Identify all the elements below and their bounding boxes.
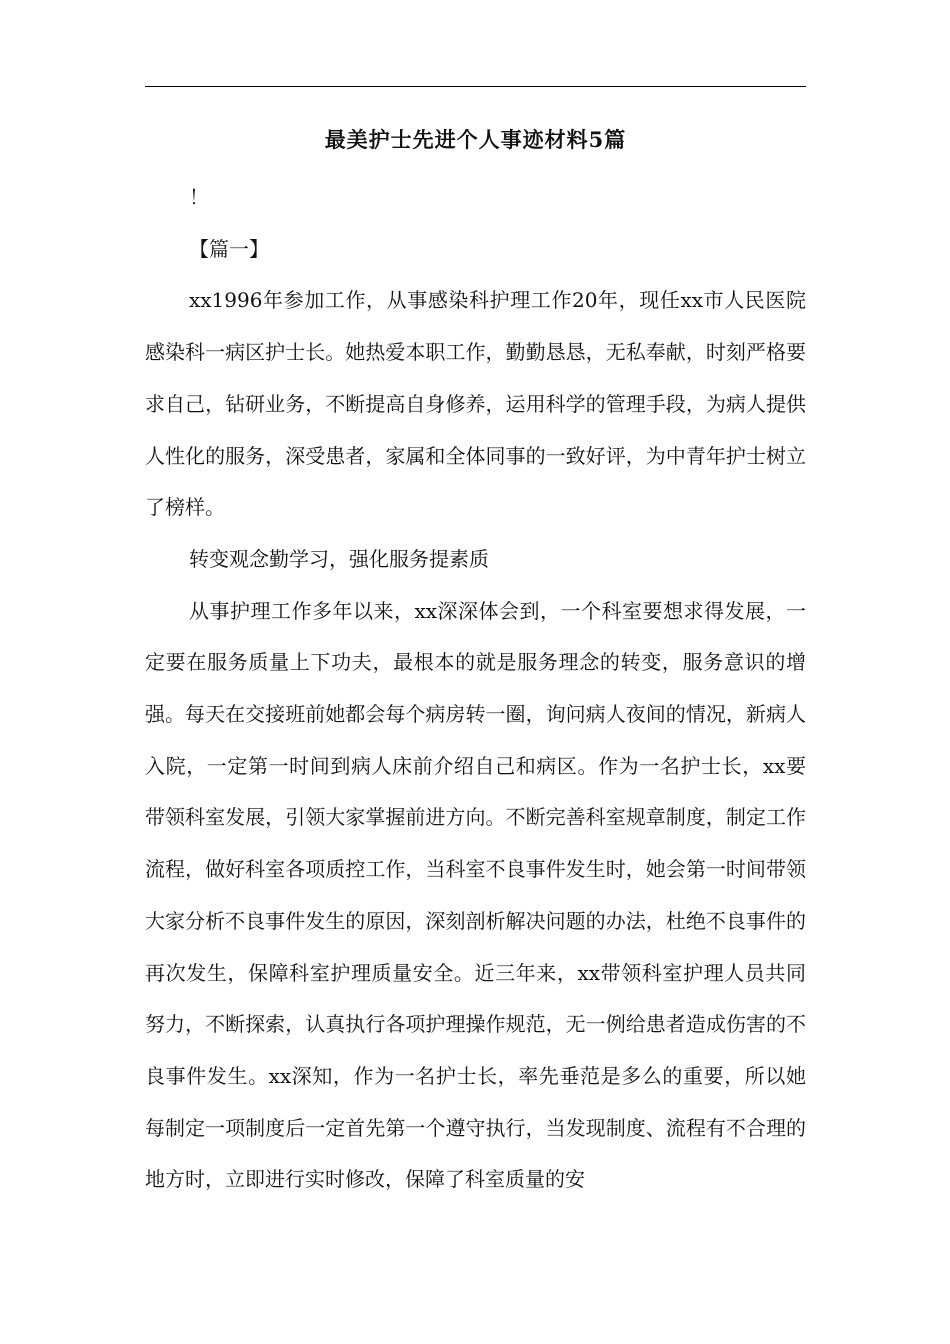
document-title: 最美护士先进个人事迹材料5篇 — [324, 127, 627, 152]
document-body — [145, 172, 806, 1206]
paragraph-exclamation: ！ — [189, 185, 209, 209]
paragraph-intro: xx1996年参加工作，从事感染科护理工作20年，现任xx市人民医院感染科一病区护士长。她热爱本职工作，勤勤恳恳，无私奉献，时刻严格要求自己，钻研业务，不断提高自身修养，运用科学的管理手段，为病人提供人性化的服务，深受患者，家属和全体同事的一致好评，为中青年护士树立了榜样。 — [145, 288, 806, 520]
paragraph-body: 从事护理工作多年以来，xx深深体会到，一个科室要想求得发展，一定要在服务质量上下功夫，最根本的就是服务理念的转变，服务意识的增强。每天在交接班前她都会每个病房转一圈，询问病人夜间的情况，新病人入院，一定第一时间到病人床前介绍自己和病区。作为一名护士长，xx要带领科室发展，引领大家掌握前进方向。不断完善科室规章制度，制定工作流程，做好科室各项质控工作，当科室不良事件发生时，她会第一时间带领大家分析不良事件发生的原因，深刻剖析解决问题的办法，杜绝不良事件的再次发生，保障科室护理质量安全。近三年来，xx带领科室护理人员共同努力，不断探索，认真执行各项护理操作规范，无一例给患者造成伤害的不良事件发生。xx深知，作为一名护士长，率先垂范是多么的重要，所以她每制定一项制度后一定首先第一个遵守执行，当发现制度、流程有不合理的地方时，立即进行实时修改，保障了科室质量的安 — [145, 598, 806, 1192]
header-rule — [145, 86, 806, 87]
paragraph-section-heading: 【篇一】 — [189, 236, 269, 261]
paragraph-subheading: 转变观念勤学习，强化服务提素质 — [189, 546, 489, 571]
